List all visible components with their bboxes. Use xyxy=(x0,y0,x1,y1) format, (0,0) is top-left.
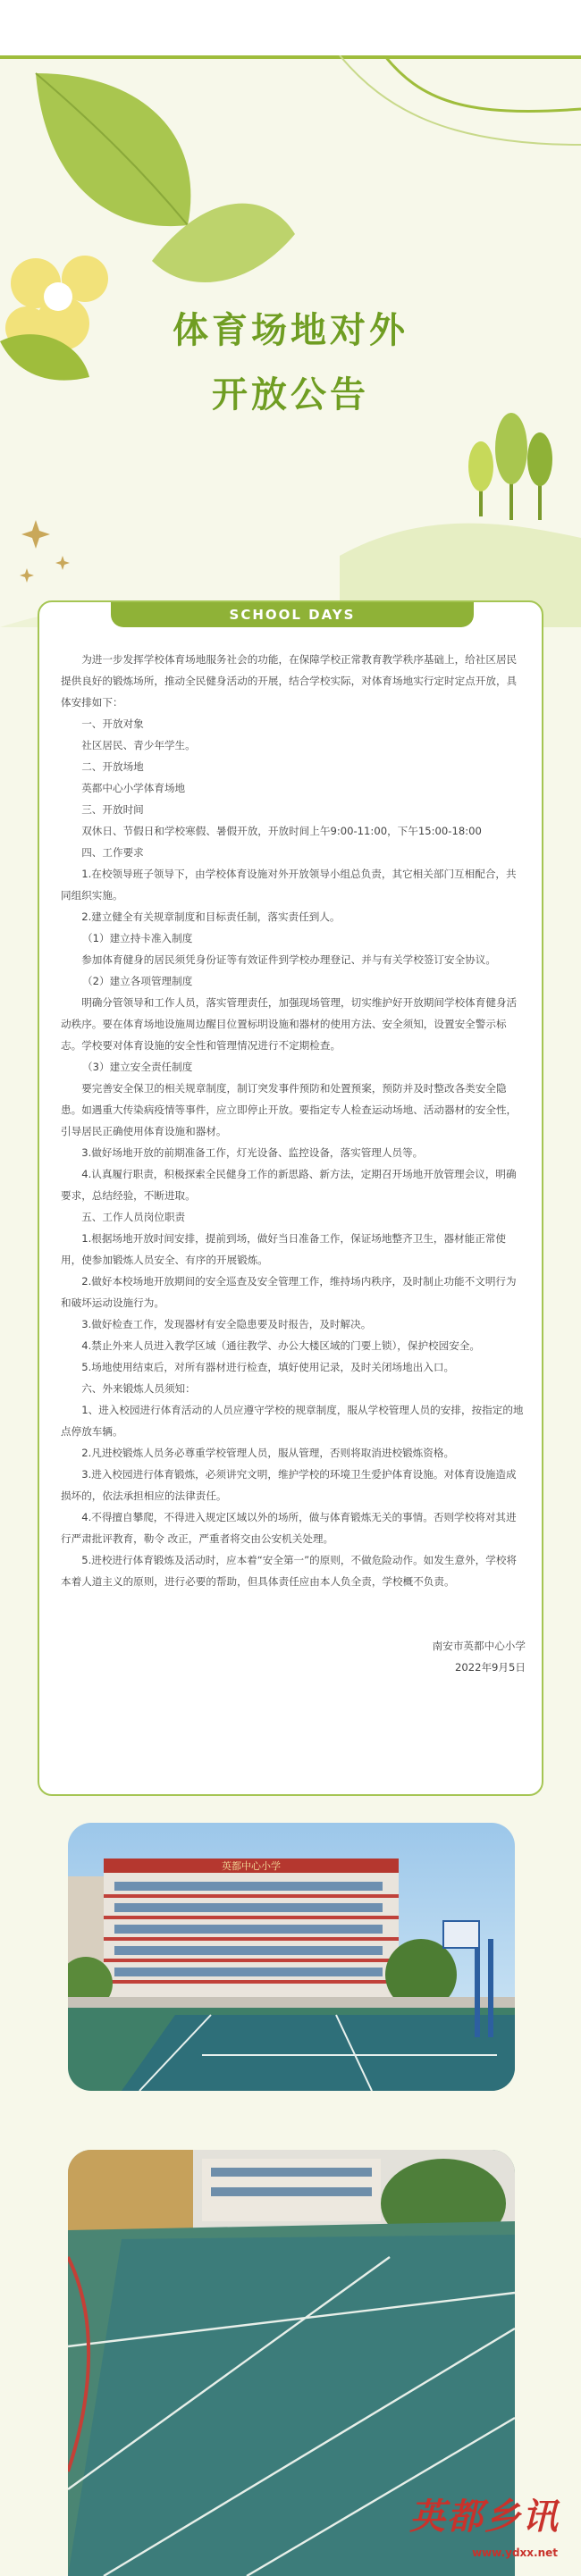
section-heading: 三、开放时间 xyxy=(81,803,144,816)
title-line-2: 开放公告 xyxy=(212,374,369,415)
tree-icon xyxy=(468,441,493,516)
paragraph: 3.做好场地开放的前期准备工作，灯光设备、监控设备，落实管理人员等。 xyxy=(81,1146,424,1159)
building-sign: 英都中心小学 xyxy=(222,1860,281,1872)
section-heading: 一、开放对象 xyxy=(81,717,144,730)
sparkle-icon xyxy=(20,520,70,583)
paragraph: 4.认真履行职责，积极探索全民健身工作的新思路、新方法，定期召开场地开放管理会议，明确要求，总结经验，不断进取。 xyxy=(61,1168,517,1202)
paragraph: 4.不得擅自攀爬，不得进入规定区域以外的场所，做与体育锻炼无关的事情。否则学校将对其进行严肃批评教育，勒令 改正，严重者将交由公安机关处理。 xyxy=(61,1511,517,1545)
paragraph: 3.进入校园进行体育锻炼，必须讲究文明，维护学校的环境卫生爱护体育设施。对体育设施造成损坏的，依法承担相应的法律责任。 xyxy=(61,1468,517,1502)
paragraph: 双休日、节假日和学校寒假、暑假开放，开放时间上午9:00-11:00，下午15:00-18:00 xyxy=(81,825,482,837)
signer: 南安市英都中心小学 xyxy=(432,1640,526,1652)
paragraph: 参加体育健身的居民须凭身份证等有效证件到学校办理登记、并与有关学校签订安全协议。 xyxy=(81,953,496,966)
paragraph: 2.凡进校锻炼人员务必尊重学校管理人员，服从管理，否则将取消进校锻炼资格。 xyxy=(81,1447,455,1459)
section-heading: 二、开放场地 xyxy=(81,760,144,773)
watermark-url: www.ydxx.net xyxy=(472,2547,558,2559)
paragraph: 1.根据场地开放时间安排，提前到场，做好当日准备工作，保证场地整齐卫生，器材能正常使用，使参加锻炼人员安全、有序的开展锻炼。 xyxy=(61,1232,507,1266)
paragraph: 2.做好本校场地开放期间的安全巡查及安全管理工作，维持场内秩序，及时制止功能不文明行为和破坏运动设施行为。 xyxy=(61,1275,517,1309)
paragraph: 3.做好检查工作，发现器材有安全隐患要及时报告，及时解决。 xyxy=(81,1318,372,1330)
watermark-logo: 英都乡讯 xyxy=(409,2496,560,2538)
paragraph: 英都中心小学体育场地 xyxy=(81,782,186,794)
sub-heading: （1）建立持卡准入制度 xyxy=(82,932,193,944)
sub-heading: （3）建立安全责任制度 xyxy=(82,1061,193,1073)
notice-card xyxy=(38,600,543,1796)
school-days-banner: SCHOOL DAYS xyxy=(111,602,474,627)
section-heading: 五、工作人员岗位职责 xyxy=(81,1211,186,1223)
paragraph: 要完善安全保卫的相关规章制度，制订突发事件预防和处置预案，预防并及时整改各类安全隐患。如遇重大传染病疫情等事件，应立即停止开放。要指定专人检查运动场地、活动器材的安全性，引导居民正确使用体育设施和器材。 xyxy=(61,1082,518,1137)
paragraph: 5.进校进行体育锻炼及活动时，应本着“安全第一”的原则，不做危险动作。如发生意外，学校将本着人道主义的原则，进行必要的帮助，但具体责任应由本人负全责，学校概不负责。 xyxy=(61,1554,518,1588)
sub-heading: （2）建立各项管理制度 xyxy=(82,975,193,987)
section-heading: 六、外来锻炼人员须知： xyxy=(81,1382,196,1395)
paragraph: 1、进入校园进行体育活动的人员应遵守学校的规章制度，服从学校管理人员的安排，按指定的地点停放车辆。 xyxy=(61,1404,524,1438)
paragraph: 2.建立健全有关规章制度和目标责任制，落实责任到人。 xyxy=(81,910,341,923)
leaf-icon xyxy=(36,73,190,226)
paragraph: 4.禁止外来人员进入教学区域（通往教学、办公大楼区域的门要上锁），保护校园安全。 xyxy=(81,1339,481,1352)
spacer xyxy=(61,1592,526,1635)
tree-icon xyxy=(495,413,527,520)
paragraph: 5.场地使用结束后，对所有器材进行检查，填好使用记录，及时关闭场地出入口。 xyxy=(81,1361,455,1373)
section-heading: 四、工作要求 xyxy=(81,846,144,859)
paragraph: 社区居民、青少年学生。 xyxy=(81,739,196,751)
intro-paragraph: 为进一步发挥学校体育场地服务社会的功能，在保障学校正常教育教学秩序基础上，给社区居民提供良好的锻炼场所，推动全民健身活动的开展，结合学校实际，对体育场地实行定时定点开放，具体安排如下： xyxy=(61,653,518,709)
tree-icon xyxy=(527,432,552,520)
date: 2022年9月5日 xyxy=(454,1661,526,1674)
paragraph: 1.在校领导班子领导下，由学校体育设施对外开放领导小组总负责，其它相关部门互相配合，共同组织实施。 xyxy=(61,868,517,902)
school-building-photo xyxy=(68,1823,515,2091)
top-margin xyxy=(0,0,581,55)
paragraph: 明确分管领导和工作人员，落实管理责任，加强现场管理，切实维护好开放期间学校体育健身活动秩序。要在体育场地设施周边醒目位置标明设施和器材的使用方法、安全须知，设置安全警示标志。学校要对体育设施的安全性和管理情况进行不定期检查。 xyxy=(61,996,518,1052)
title-line-1: 体育场地对外 xyxy=(173,310,408,351)
notice-body xyxy=(61,649,526,1678)
